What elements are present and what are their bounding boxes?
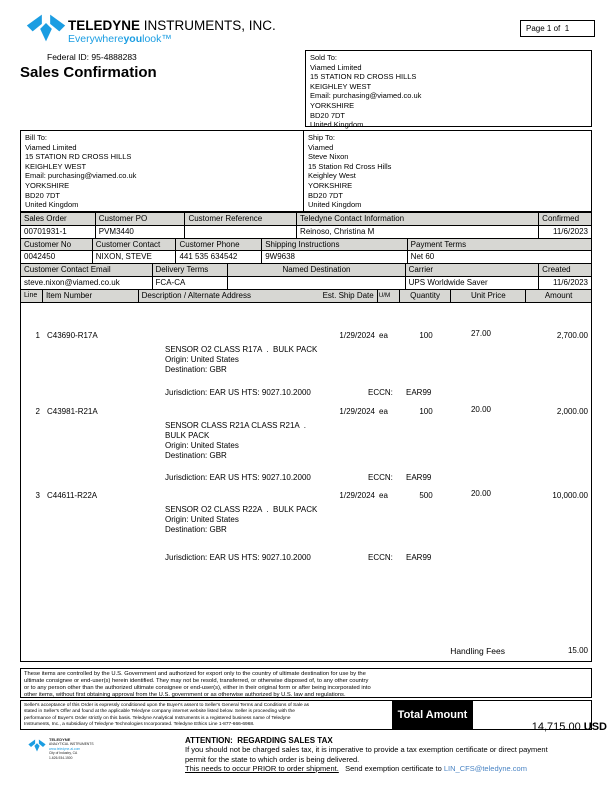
confirmed-date-value: 11/6/2023 xyxy=(553,226,588,236)
col-header: Customer Contact xyxy=(93,239,177,251)
eccn-value: EAR99 xyxy=(406,388,432,397)
amount: 10,000.00 xyxy=(552,491,588,500)
ship-to-line: YORKSHIRE xyxy=(308,180,353,190)
ship-to-line: Steve Nixon xyxy=(308,152,349,162)
sold-to-label: Sold To: xyxy=(310,53,337,62)
description-line: Origin: United States xyxy=(165,441,239,450)
shipping-instructions-value: 9W9638 xyxy=(262,251,407,263)
attention-underlined-text: This needs to occur PRIOR to order shipment. xyxy=(185,763,339,773)
jurisdiction-line: Jurisdiction: EAR US HTS: 9027.10.2000 xyxy=(165,473,311,482)
est-ship-date: 1/29/2024 xyxy=(339,407,375,416)
col-header: Sales Order xyxy=(21,213,96,225)
description-line: Destination: GBR xyxy=(165,451,227,460)
ship-to-line: BD20 7DT xyxy=(308,190,344,200)
unit-of-measure: ea xyxy=(379,407,388,416)
description-line: SENSOR O2 CLASS R22A . BULK PACK xyxy=(165,505,318,514)
brand-tagline xyxy=(68,33,172,45)
order-info-header-row xyxy=(21,239,591,252)
order-info-value-row xyxy=(21,226,591,239)
payment-terms-value: Net 60 xyxy=(410,252,435,262)
bill-to-label: Bill To: xyxy=(25,133,47,142)
footer-company-address: City of Industry, CA xyxy=(49,751,78,756)
description-line: SENSOR O2 CLASS R17A . BULK PACK xyxy=(165,345,318,354)
sold-to-line: Viamed Limited xyxy=(310,62,362,72)
col-header: Created xyxy=(539,264,591,276)
sales-order-value: 00701931-1 xyxy=(21,226,96,238)
item-description xyxy=(165,505,317,535)
amount: 2,700.00 xyxy=(556,331,588,340)
export-control-notice xyxy=(20,668,592,698)
sold-to-box xyxy=(305,50,592,130)
sold-to-line: BD20 7DT xyxy=(310,110,346,120)
customer-po-value: PVM3440 xyxy=(96,226,186,238)
sold-to-line: 15 STATION RD CROSS HILLS xyxy=(310,72,417,82)
order-info-table xyxy=(20,212,592,303)
exemption-email-link[interactable]: LIN_CFS@teledyne.com xyxy=(443,763,527,773)
line-number: 1 xyxy=(35,331,40,340)
item-number: C44611-R22A xyxy=(47,491,98,500)
est-ship-date: 1/29/2024 xyxy=(339,331,375,340)
item-number: C43690-R17A xyxy=(47,331,98,340)
col-header: Customer Reference xyxy=(185,213,297,225)
col-header-quantity: Quantity xyxy=(400,290,452,303)
ship-to-label: Ship To: xyxy=(308,133,335,142)
footer-company-phone: 1-626-934-1500 xyxy=(49,755,73,760)
attention-title: ATTENTION: REGARDING SALES TAX xyxy=(185,736,333,745)
order-info-header-row xyxy=(21,264,591,277)
federal-id: Federal ID: 95-4888283 xyxy=(47,52,137,62)
footer-company-name: TELEDYNE xyxy=(49,737,71,742)
page-number-box: Page 1 of 1 xyxy=(520,20,595,37)
handling-fees-label: Handling Fees xyxy=(450,646,505,656)
col-header: Confirmed xyxy=(539,213,591,225)
description-line: SENSOR CLASS R21A CLASS R21A . xyxy=(165,421,306,430)
footer-logo-icon xyxy=(28,739,46,752)
eccn-label: ECCN: xyxy=(368,473,393,482)
total-band xyxy=(20,700,607,733)
tagline-post: look™ xyxy=(142,33,172,45)
unit-of-measure: ea xyxy=(379,331,388,340)
unit-price: 20.00 xyxy=(470,405,491,414)
total-currency: USD xyxy=(583,721,607,733)
seller-terms-line: Seller's acceptance of this Order is expressly conditioned upon the Buyer's assent to Seller's General Terms and Conditions of Sale as xyxy=(24,703,310,708)
item-description xyxy=(165,421,306,461)
sales-tax-attention xyxy=(185,736,548,773)
sold-to-line: Email: purchasing@viamed.co.uk xyxy=(310,91,422,101)
bill-to-line: United Kingdom xyxy=(25,200,79,210)
company-name-rest: INSTRUMENTS, INC. xyxy=(140,18,276,33)
unit-price: 20.00 xyxy=(470,489,491,498)
bill-to-line: Viamed Limited xyxy=(25,142,77,152)
eccn-label: ECCN: xyxy=(368,388,393,397)
seller-terms-line: Instruments, Inc., a subsidiary of Teledyne Technologies Incorporated. Teledyne Ethics Line 1-877-666-6968. xyxy=(24,721,255,727)
bill-to-line: BD20 7DT xyxy=(25,190,61,200)
line-number: 2 xyxy=(35,407,40,416)
col-header: Customer No xyxy=(21,239,93,251)
col-header: Delivery Terms xyxy=(153,264,229,276)
attention-send-text: Send exemption certificate to xyxy=(338,763,444,773)
jurisdiction-line: Jurisdiction: EAR US HTS: 9027.10.2000 xyxy=(165,388,311,397)
ship-to-box xyxy=(304,131,591,211)
customer-no-value: 0042450 xyxy=(21,251,93,263)
col-header: Named Destination xyxy=(228,264,405,276)
col-header-line: Line xyxy=(21,290,43,303)
col-header-amount: Amount xyxy=(526,290,591,303)
item-description xyxy=(165,345,317,375)
customer-contact-value: NIXON, STEVE xyxy=(93,251,177,263)
seller-terms-line: performance of Buyer's Order strictly on this basis. Teledyne Analytical Instruments is a registered business name of Teledyne xyxy=(24,715,291,721)
total-value-number: 14,715.00 xyxy=(531,721,584,733)
teledyne-contact-value: Reinoso, Christina M xyxy=(297,226,539,238)
eccn-value: EAR99 xyxy=(406,553,432,562)
unit-price: 27.00 xyxy=(470,329,491,338)
ship-to-line: Keighley West xyxy=(308,171,356,181)
line-items-body xyxy=(20,296,592,662)
description-line: Destination: GBR xyxy=(165,525,227,534)
customer-contact-email-value: steve.nixon@viamed.co.uk xyxy=(21,277,153,289)
bill-ship-section xyxy=(20,130,592,212)
bill-to-line: Email: purchasing@viamed.co.uk xyxy=(25,171,137,181)
order-info-value-row xyxy=(21,251,591,264)
order-info-header-row xyxy=(21,213,591,226)
company-name-bold: TELEDYNE xyxy=(68,18,141,33)
col-header-unit-price: Unit Price xyxy=(451,290,526,303)
attention-line: permit for the state to which order is being delivered. xyxy=(185,754,360,764)
created-date-value: 11/6/2023 xyxy=(553,277,588,287)
col-header: Customer Contact Email xyxy=(21,264,153,276)
bill-to-line: YORKSHIRE xyxy=(25,180,70,190)
handling-fees-value: 15.00 xyxy=(567,646,588,655)
item-number: C43981-R21A xyxy=(47,407,98,416)
col-header: Customer Phone xyxy=(176,239,262,251)
order-info-value-row xyxy=(21,277,591,290)
tagline-pre: Everywhere xyxy=(68,33,124,45)
description-header-label: Description / Alternate Address xyxy=(141,290,251,300)
export-notice-line: These items are controlled by the U.S. Government and authorized for export only to the country of ultimate destination for use by the xyxy=(24,670,366,677)
export-notice-line: or to any person other than the authorized ultimate consignee or end-user(s), either in their original form or after being incorporated into xyxy=(24,684,371,691)
est-ship-date-header-label: Est. Ship Date xyxy=(322,290,374,300)
company-name xyxy=(68,18,276,33)
est-ship-date: 1/29/2024 xyxy=(339,491,375,500)
amount: 2,000.00 xyxy=(556,407,588,416)
col-header-um: U/M xyxy=(378,290,400,303)
carrier-value: UPS Worldwide Saver xyxy=(406,277,540,289)
customer-phone-value: 441 535 634542 xyxy=(176,251,262,263)
col-header: Shipping Instructions xyxy=(262,239,407,251)
doc-title: Sales Confirmation xyxy=(20,64,157,81)
sold-to-line: United Kingdom xyxy=(310,120,364,130)
export-notice-line: ultimate consignee or end-user(s) herein identified. They may not be resold, transferred, or otherwise disposed of, to any other country xyxy=(24,677,369,684)
customer-reference-value xyxy=(185,226,297,238)
description-line: Destination: GBR xyxy=(165,365,227,374)
eccn-value: EAR99 xyxy=(406,473,432,482)
description-line: Origin: United States xyxy=(165,355,239,364)
jurisdiction-line: Jurisdiction: EAR US HTS: 9027.10.2000 xyxy=(165,553,311,562)
sold-to-line: KEIGHLEY WEST xyxy=(310,81,372,91)
teledyne-logo-icon xyxy=(26,13,66,43)
description-line: Origin: United States xyxy=(165,515,239,524)
quantity: 100 xyxy=(419,331,433,340)
tagline-bold: you xyxy=(123,33,143,45)
quantity: 100 xyxy=(419,407,433,416)
description-line: BULK PACK xyxy=(165,431,210,440)
footer-company-block xyxy=(49,738,94,760)
line-number: 3 xyxy=(35,491,40,500)
bill-to-box xyxy=(21,131,304,211)
ship-to-line: 15 Station Rd Cross Hills xyxy=(308,161,392,171)
eccn-label: ECCN: xyxy=(368,553,393,562)
unit-of-measure: ea xyxy=(379,491,388,500)
col-header: Customer PO xyxy=(96,213,186,225)
bill-to-line: KEIGHLEY WEST xyxy=(25,161,87,171)
col-header: Payment Terms xyxy=(408,239,591,251)
total-amount-label: Total Amount xyxy=(392,701,473,729)
attention-line: If you should not be charged sales tax, it is imperative to provide a tax exemption certificate or direct payment xyxy=(185,745,548,755)
delivery-terms-value: FCA-CA xyxy=(153,277,229,289)
export-notice-line: other items, without first obtaining approval from the U.S. government or as otherwise authorized by U.S. law and regulations. xyxy=(24,691,346,698)
col-header-item-number: Item Number xyxy=(43,290,139,303)
ship-to-line: United Kingdom xyxy=(308,200,362,210)
attention-line xyxy=(185,764,548,773)
col-header: Teledyne Contact Information xyxy=(297,213,539,225)
footer-company-website: www.teledyne-ai.com xyxy=(49,746,81,751)
seller-terms-text xyxy=(24,703,389,728)
bill-to-line: 15 STATION RD CROSS HILLS xyxy=(25,152,132,162)
sold-to-line: YORKSHIRE xyxy=(310,100,355,110)
quantity: 500 xyxy=(419,491,433,500)
footer-company-division: ANALYTICAL INSTRUMENTS xyxy=(49,742,94,747)
ship-to-line: Viamed xyxy=(308,142,334,152)
seller-terms-line: stated in Seller's Offer and found at the applicable Teledyne company internet website listed below. Seller is proceeding with the xyxy=(24,709,295,715)
col-header: Carrier xyxy=(406,264,540,276)
named-destination-value xyxy=(228,277,405,289)
